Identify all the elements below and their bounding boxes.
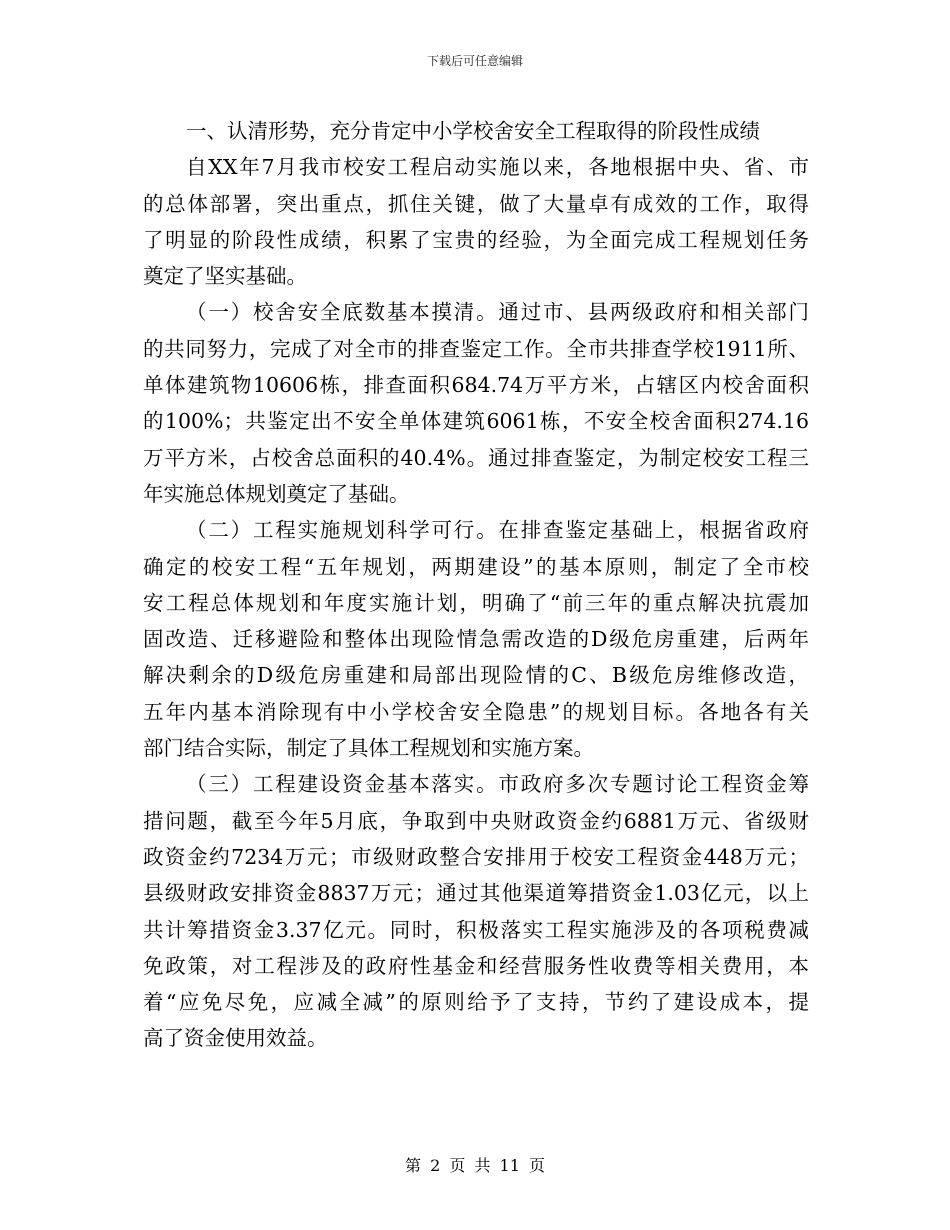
body-text-line: （二）工程实施规划科学可行。在排查鉴定基础上，根据省政府 <box>186 518 809 543</box>
page-header-note: 下载后可任意编辑 <box>426 54 523 68</box>
body-text-line: 的总体部署，突出重点，抓住关键，做了大量卓有成效的工作，取得 <box>143 191 809 216</box>
page-number: 第 2 页 共 11 页 <box>405 1156 545 1175</box>
body-text-line: 部门结合实际，制定了具体工程规划和实施方案。 <box>143 736 594 761</box>
body-text-line: 政资金约7234万元；市级财政整合安排用于校安工程资金448万元； <box>143 844 809 869</box>
body-text-line: 万平方米，占校舍总面积的40.4%。通过排查鉴定，为制定校安工程三 <box>143 445 809 470</box>
body-text-line: 免政策，对工程涉及的政府性基金和经营服务性收费等相关费用，本 <box>143 953 809 978</box>
body-text-line: 确定的校安工程“五年规划，两期建设”的基本原则，制定了全市校 <box>143 554 809 579</box>
body-text-line: 措问题，截至今年5月底，争取到中央财政资金约6881万元、省级财 <box>143 808 809 833</box>
body-text-line: 安工程总体规划和年度实施计划，明确了“前三年的重点解决抗震加 <box>143 590 809 615</box>
body-text-line: 的100%；共鉴定出不安全单体建筑6061栋，不安全校舍面积274.16 <box>143 409 809 434</box>
body-text-line: 单体建筑物10606栋，排查面积684.74万平方米，占辖区内校舍面积 <box>143 373 809 398</box>
body-text-line: 了明显的阶段性成绩，积累了宝贵的经验，为全面完成工程规划任务 <box>143 227 809 252</box>
body-text-line: 年实施总体规划奠定了基础。 <box>143 481 410 506</box>
body-text-line: 的共同努力，完成了对全市的排查鉴定工作。全市共排查学校1911所、 <box>143 336 809 361</box>
body-text-line: 高了资金使用效益。 <box>143 1026 328 1051</box>
body-text-line: （一）校舍安全底数基本摸清。通过市、县两级政府和相关部门 <box>186 300 809 325</box>
body-text-line: 五年内基本消除现有中小学校舍安全隐患”的规划目标。各地各有关 <box>143 699 809 724</box>
body-text-line: 一、认清形势，充分肯定中小学校舍安全工程取得的阶段性成绩 <box>186 119 760 143</box>
body-text-line: 县级财政安排资金8837万元；通过其他渠道筹措资金1.03亿元，以上 <box>143 881 809 906</box>
body-text-line: 着“应免尽免，应减全减”的原则给予了支持，节约了建设成本，提 <box>143 990 809 1015</box>
body-text-line: 固改造、迁移避险和整体出现险情急需改造的D级危房重建，后两年 <box>143 627 809 652</box>
body-text-line: 解决剩余的D级危房重建和局部出现险情的C、B级危房维修改造， <box>143 663 809 688</box>
document-body <box>143 113 809 1057</box>
body-text-line: （三）工程建设资金基本落实。市政府多次专题讨论工程资金筹 <box>186 772 809 797</box>
body-text-line: 自XX年7月我市校安工程启动实施以来，各地根据中央、省、市 <box>186 155 809 180</box>
body-text-line: 奠定了坚实基础。 <box>143 264 307 289</box>
body-text-line: 共计筹措资金3.37亿元。同时，积极落实工程实施涉及的各项税费减 <box>143 917 809 942</box>
